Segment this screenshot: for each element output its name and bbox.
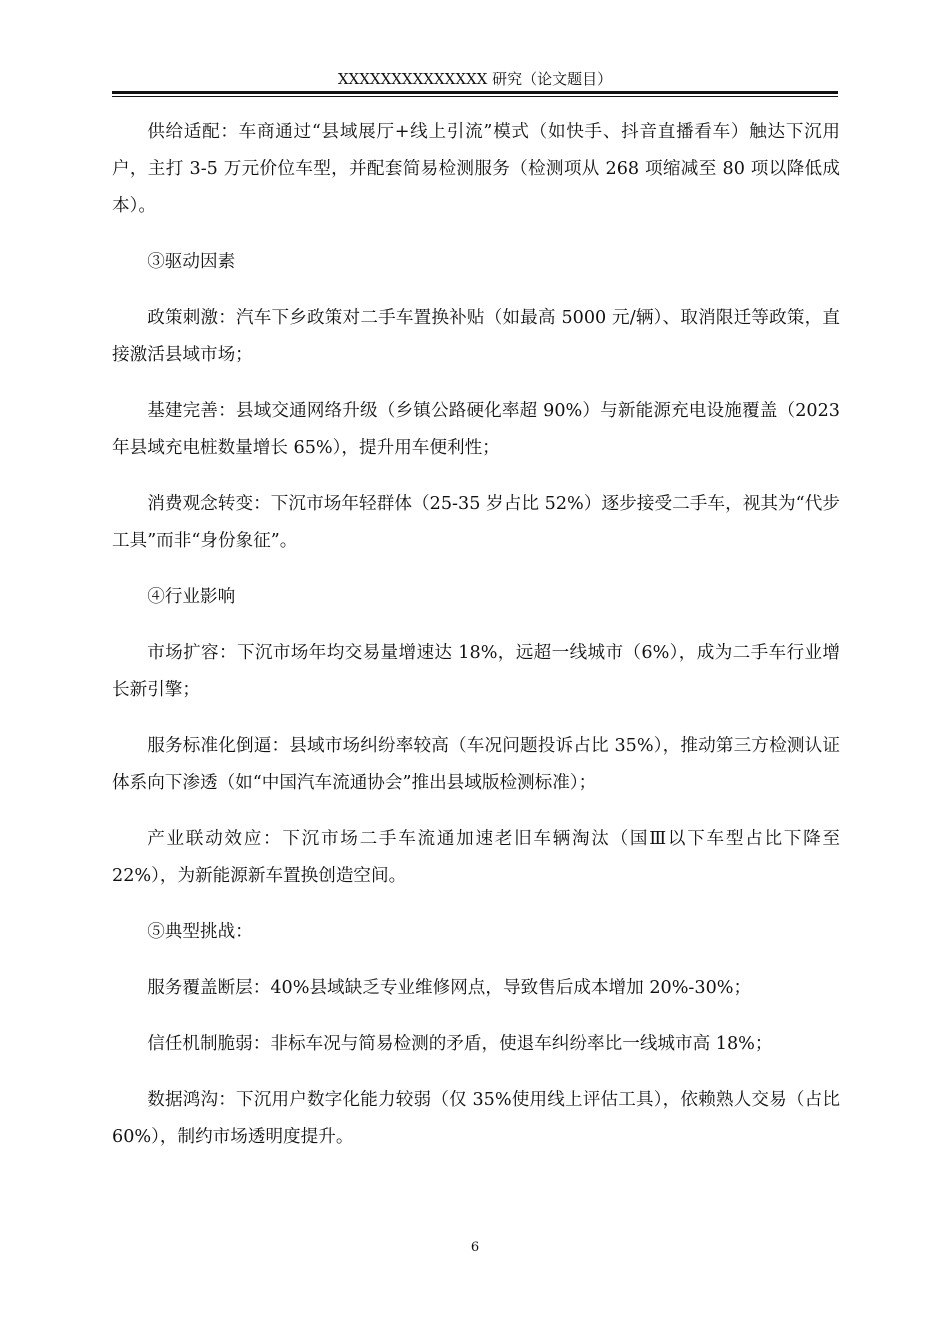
section-heading-drivers: ③驱动因素 — [147, 252, 236, 272]
section-heading-challenges: ⑤典型挑战： — [147, 922, 253, 942]
header-rule-thick — [112, 91, 838, 94]
paragraph-supply: 供给适配：车商通过“县域展厅+线上引流”模式（如快手、抖音直播看车）触达下沉用户，主打 3-5 万元价位车型，并配套简易检测服务（检测项从 268 项缩减至 80 项以降低成本）。 — [112, 122, 840, 216]
paragraph-industry-linkage: 产业联动效应：下沉市场二手车流通加速老旧车辆淘汰（国Ⅲ以下车型占比下降至 22%），为新能源新车置换创造空间。 — [112, 829, 840, 886]
paragraph-standardization: 服务标准化倒逼：县域市场纠纷率较高（车况问题投诉占比 35%），推动第三方检测认证体系向下渗透（如“中国汽车流通协会”推出县域版检测标准）； — [112, 736, 840, 793]
section-heading-impact: ④行业影响 — [147, 587, 236, 607]
paragraph-market-expansion: 市场扩容：下沉市场年均交易量增速达 18%，远超一线城市（6%），成为二手车行业增长新引擎； — [112, 643, 840, 700]
paragraph-trust: 信任机制脆弱：非标车况与简易检测的矛盾，使退车纠纷率比一线城市高 18%； — [147, 1034, 773, 1054]
paragraph-service-gap: 服务覆盖断层：40%县域缺乏专业维修网点，导致售后成本增加 20%-30%； — [147, 978, 752, 998]
paragraph-infrastructure: 基建完善：县域交通网络升级（乡镇公路硬化率超 90%）与新能源充电设施覆盖（2023 年县域充电桩数量增长 65%），提升用车便利性； — [112, 401, 840, 458]
page-number: 6 — [470, 1240, 480, 1255]
paragraph-policy: 政策刺激：汽车下乡政策对二手车置换补贴（如最高 5000 元/辆）、取消限迁等政策，直接激活县域市场； — [112, 308, 840, 365]
header-rule-thin — [112, 96, 838, 97]
paragraph-data-gap: 数据鸿沟：下沉用户数字化能力较弱（仅 35%使用线上评估工具），依赖熟人交易（占比 60%），制约市场透明度提升。 — [112, 1090, 840, 1147]
document-body — [112, 114, 840, 1175]
page-header-title: XXXXXXXXXXXXXX 研究（论文题目） — [337, 70, 613, 88]
paragraph-consumer: 消费观念转变：下沉市场年轻群体（25-35 岁占比 52%）逐步接受二手车，视其为“代步工具”而非“身份象征”。 — [112, 494, 840, 551]
